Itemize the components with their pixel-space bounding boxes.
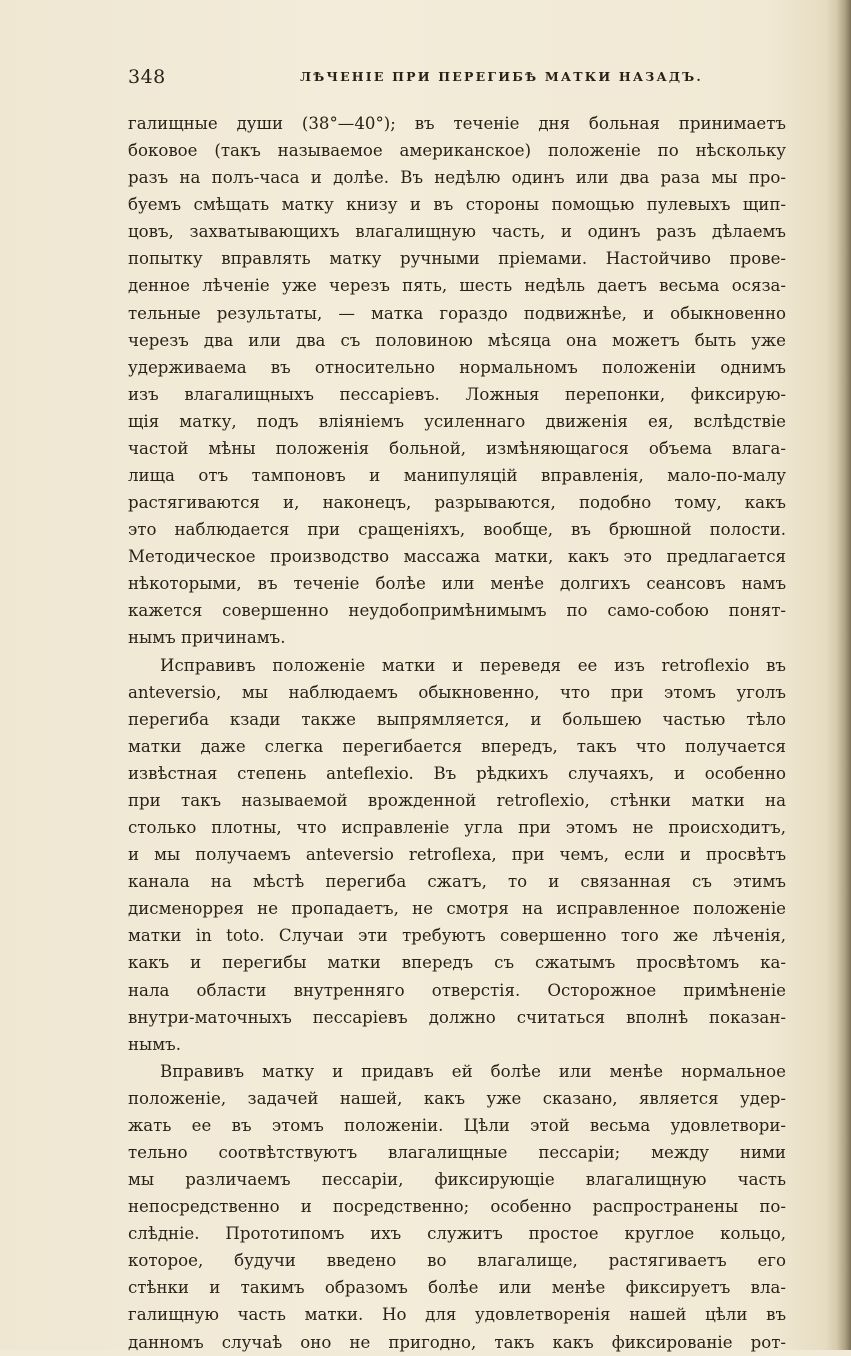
text-line: нымъ. — [128, 1034, 182, 1054]
page-header — [128, 66, 768, 90]
text-line: буемъ смѣщать матку книзу и въ стороны помощью пулевыхъ щип- — [128, 195, 786, 215]
text-line: слѣдніе. Прототипомъ ихъ служитъ простое круглое кольцо, — [128, 1224, 786, 1244]
text-line: цовъ, захватывающихъ влагалищную часть, и одинъ разъ дѣлаемъ — [128, 222, 786, 242]
text-line: мы различаемъ пессаріи, фиксирующіе влагалищную часть — [128, 1170, 786, 1190]
text-line: денное лѣченіе уже черезъ пять, шесть недѣль даетъ весьма осяза- — [128, 276, 786, 296]
text-line: Исправивъ положеніе матки и переведя ее изъ retroflexio въ — [160, 655, 786, 675]
text-line: матки даже слегка перегибается впередъ, такъ что получается — [128, 736, 786, 756]
text-line: дисменоррея не пропадаетъ, не смотря на исправленное положеніе — [128, 899, 786, 919]
text-line: частой мѣны положенія больной, измѣняющагося объема влага- — [128, 438, 786, 458]
text-line: какъ и перегибы матки впередъ съ сжатымъ просвѣтомъ ка- — [128, 953, 786, 973]
text-line: черезъ два или два съ половиною мѣсяца она можетъ быть уже — [128, 330, 786, 350]
text-line: положеніе, задачей нашей, какъ уже сказано, является удер- — [128, 1088, 786, 1108]
text-line: щія матку, подъ вліяніемъ усиленнаго движенія ея, вслѣдствіе — [128, 411, 786, 431]
text-line: Вправивъ матку и придавъ ей болѣе или менѣе нормальное — [160, 1061, 786, 1081]
page-edge-shadow — [837, 0, 851, 1350]
text-line: внутри-маточныхъ пессаріевъ должно считаться вполнѣ показан- — [128, 1007, 786, 1027]
text-line: стѣнки и такимъ образомъ болѣе или менѣе фиксируетъ вла- — [128, 1278, 786, 1298]
text-line: растягиваются и, наконецъ, разрываются, подобно тому, какъ — [128, 493, 786, 513]
text-line: и мы получаемъ anteversio retroflexa, при чемъ, если и просвѣтъ — [128, 845, 786, 865]
text-line: лища отъ тампоновъ и манипуляцій вправленія, мало-по-малу — [128, 466, 786, 486]
text-line: непосредственно и посредственно; особенно распространены по- — [128, 1197, 786, 1217]
text-line: нала области внутренняго отверстія. Осторожное примѣненіе — [128, 980, 786, 1000]
text-line: которое, будучи введено во влагалище, растягиваетъ его — [128, 1251, 786, 1271]
text-line: канала на мѣстѣ перегиба сжатъ, то и связанная съ этимъ — [128, 872, 786, 892]
text-line: изъ влагалищныхъ пессаріевъ. Ложныя перепонки, фиксирую- — [128, 384, 786, 404]
text-line: при такъ называемой врожденной retroflexio, стѣнки матки на — [128, 790, 786, 810]
text-line: галищную часть матки. Но для удовлетворенія нашей цѣли въ — [128, 1305, 786, 1325]
text-line: нымъ причинамъ. — [128, 628, 286, 648]
text-line: попытку вправлять матку ручными пріемами. Настойчиво прове- — [128, 249, 786, 269]
text-line: удерживаема въ относительно нормальномъ положеніи однимъ — [128, 357, 786, 377]
text-line: тельно соотвѣтствуютъ влагалищные пессаріи; между ними — [128, 1142, 786, 1162]
text-line: кажется совершенно неудобопримѣнимымъ по само-собою понят- — [128, 601, 786, 621]
text-line: anteversio, мы наблюдаемъ обыкновенно, что при этомъ уголъ — [128, 682, 786, 702]
text-line: галищные души (38°—40°); въ теченіе дня больная принимаетъ — [128, 114, 786, 133]
body-text — [128, 110, 786, 1356]
text-line: это наблюдается при сращеніяхъ, вообще, въ брюшной полости. — [128, 520, 786, 540]
text-line: нѣкоторыми, въ теченіе болѣе или менѣе долгихъ сеансовъ намъ — [128, 574, 786, 594]
text-line: столько плотны, что исправленіе угла при этомъ не происходитъ, — [128, 818, 786, 838]
page-number: 348 — [128, 66, 166, 88]
text-line: перегиба кзади также выпрямляется, и большею частью тѣло — [128, 709, 786, 729]
text-line: Методическое производство массажа матки, какъ это предлагается — [128, 547, 786, 567]
text-line: тельные результаты, — матка гораздо подвижнѣе, и обыкновенно — [128, 303, 786, 323]
text-line: боковое (такъ называемое американское) положеніе по нѣскольку — [128, 141, 786, 161]
running-title: ЛѢЧЕНІЕ ПРИ ПЕРЕГИБѢ МАТКИ НАЗАДЪ. — [300, 69, 703, 84]
text-line: матки in toto. Случаи эти требуютъ совершенно того же лѣченія, — [128, 926, 786, 946]
text-line: данномъ случаѣ оно не пригодно, такъ какъ фиксированіе рот- — [128, 1332, 786, 1352]
text-line: жать ее въ этомъ положеніи. Цѣли этой весьма удовлетвори- — [128, 1115, 786, 1135]
text-line: разъ на полъ-часа и долѣе. Въ недѣлю одинъ или два раза мы про- — [128, 168, 786, 188]
text-line: извѣстная степень anteflexio. Въ рѣдкихъ случаяхъ, и особенно — [128, 763, 786, 783]
